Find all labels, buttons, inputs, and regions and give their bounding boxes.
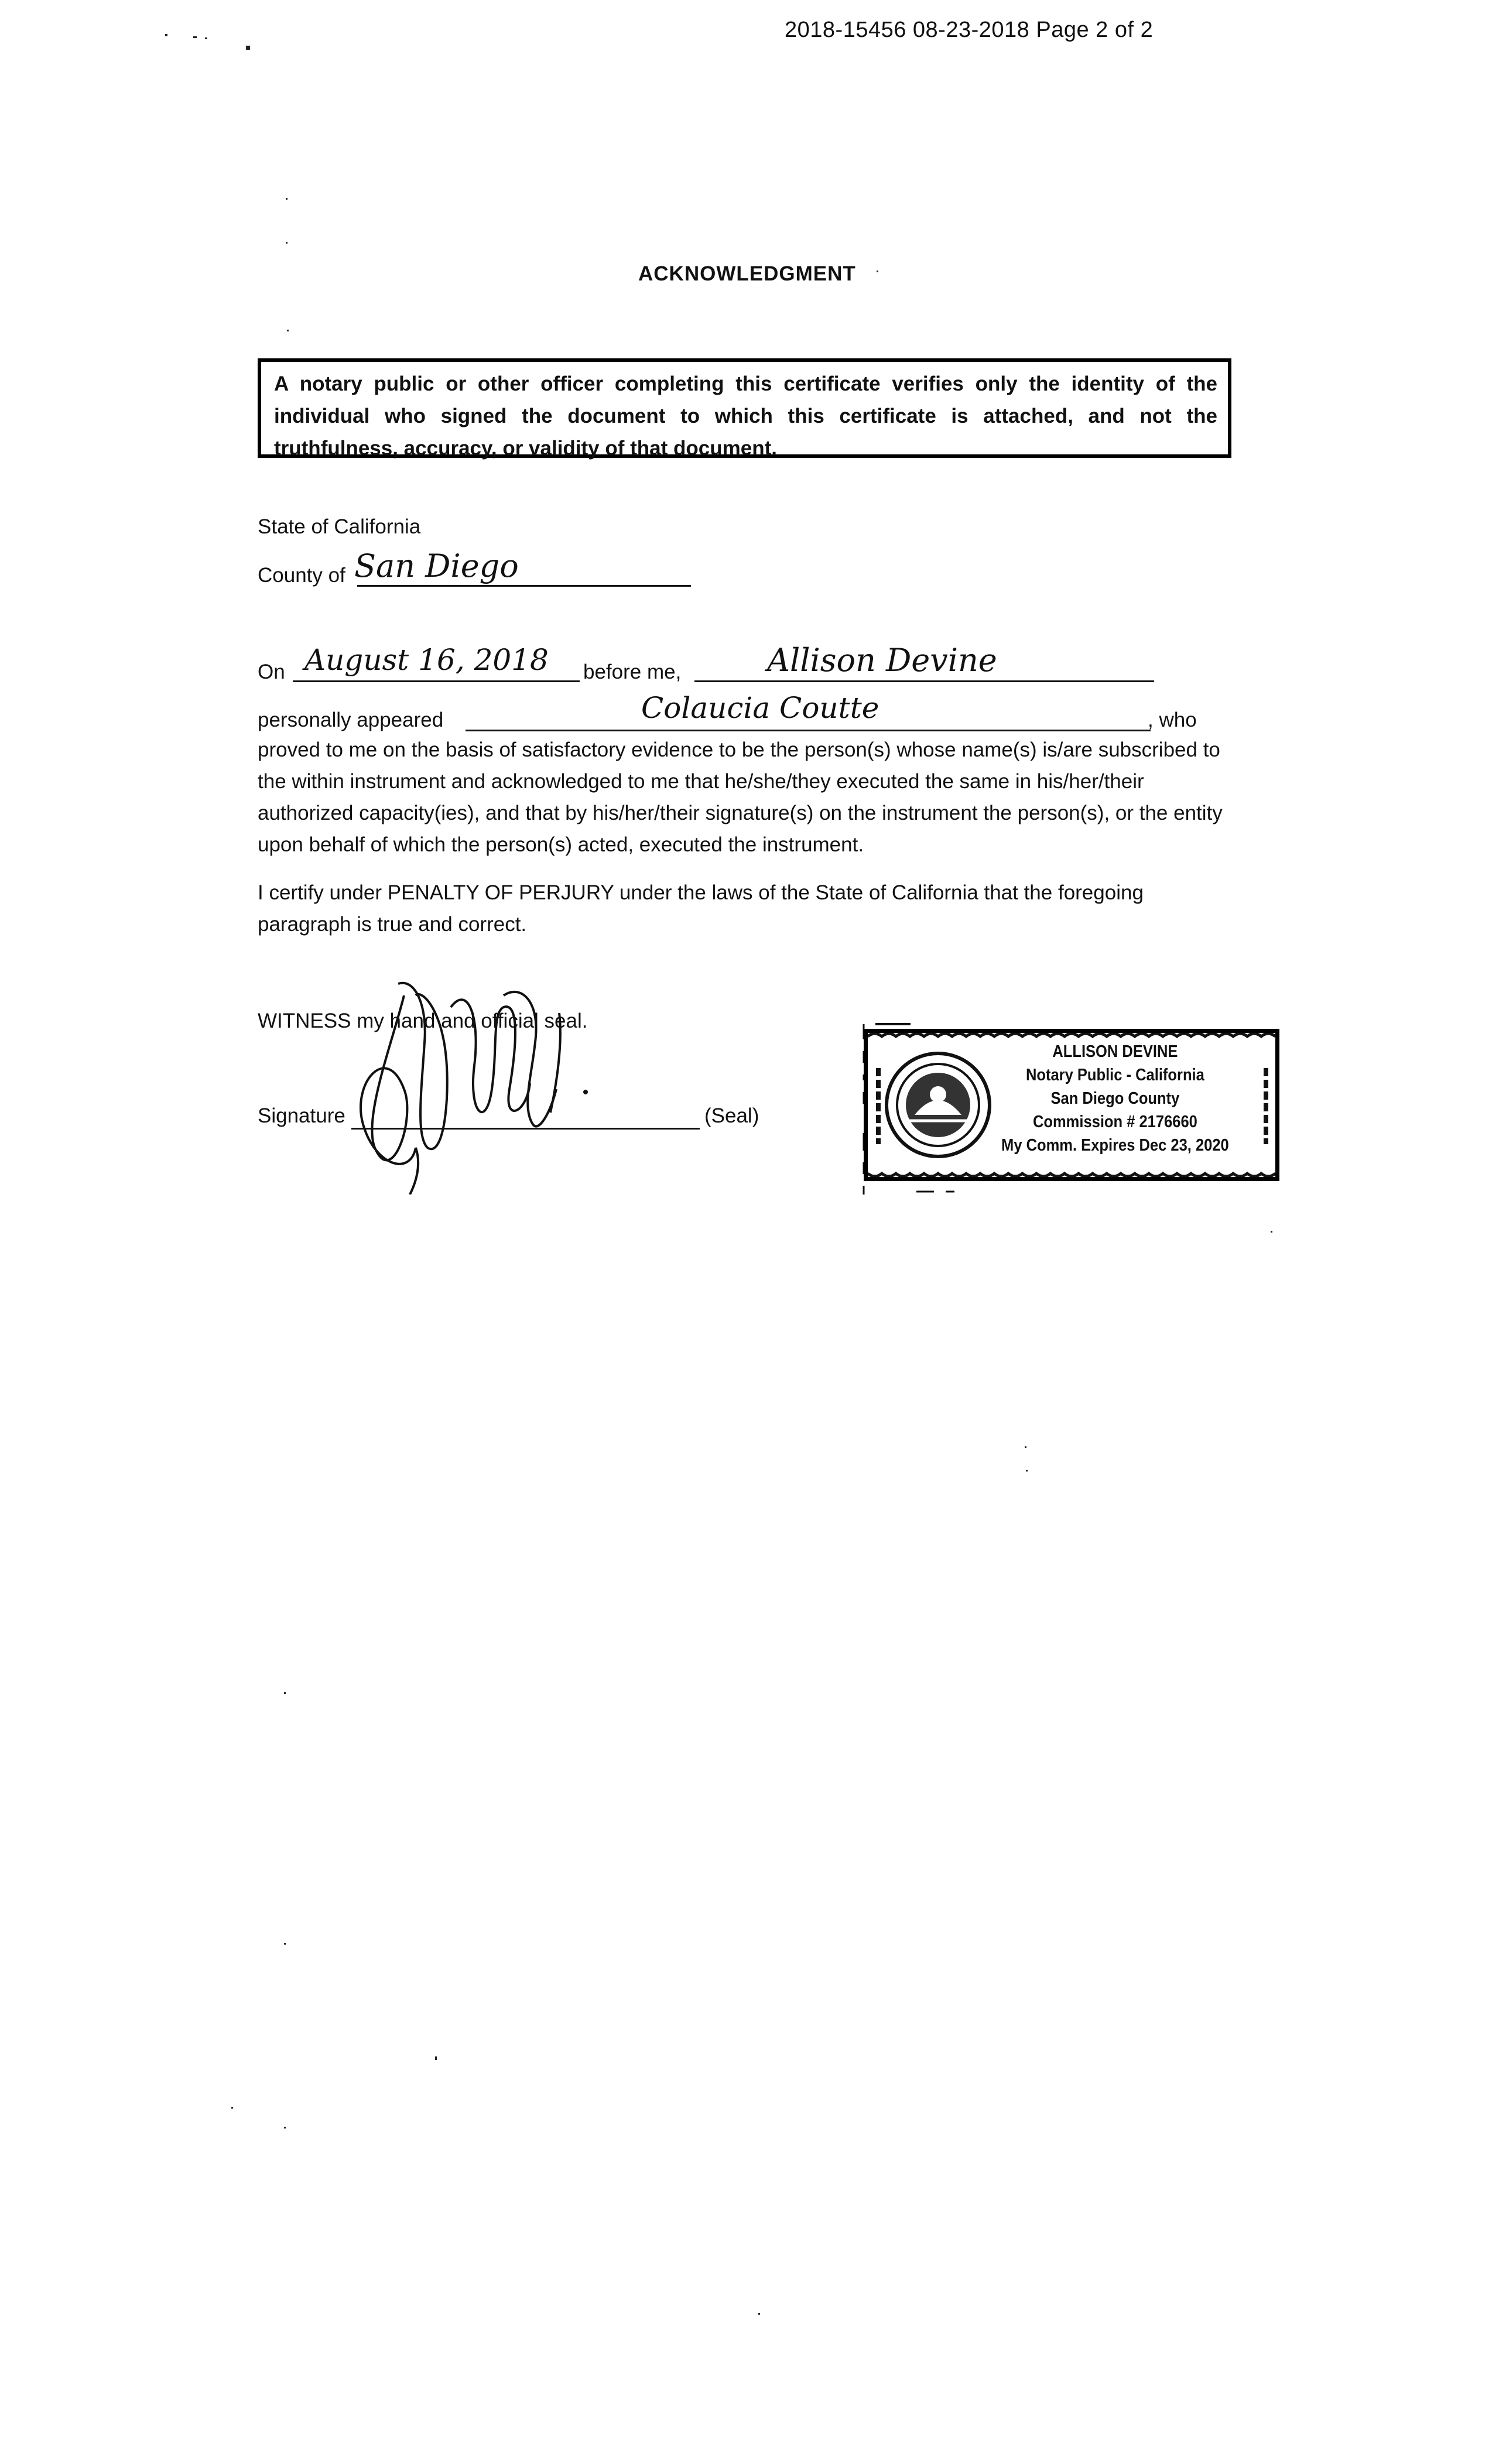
stamp-title: Notary Public - California <box>1025 1066 1204 1084</box>
scan-speck <box>877 271 878 272</box>
notary-stamp <box>864 1029 1279 1181</box>
notice-text: A notary public or other officer completing this certificate verifies only the identity of the individual who signed the document to which this certificate is attached, and not the truthfulness, accuracy, or validity of that document. <box>274 372 1217 460</box>
stamp-name: ALLISON DEVINE <box>1052 1042 1178 1061</box>
recording-header: 2018-15456 08-23-2018 Page 2 of 2 <box>785 18 1154 42</box>
notary-name-value: Allison Devine <box>767 642 997 679</box>
date-line <box>293 680 580 682</box>
before-me-label: before me, <box>583 661 682 683</box>
appeared-value: Colaucia Coutte <box>641 691 879 725</box>
county-line <box>357 585 691 587</box>
proof-paragraph: proved to me on the basis of satisfactory evidence to be the person(s) whose name(s) is/are subscribed to the within instrument and acknowledged to me that he/she/they executed the same in his/her/their authorized capacity(ies), and that by his/her/their signature(s) on the instrument the person(s), or the entity upon behalf of which the person(s) acted, executed the instrument. <box>258 738 1223 856</box>
appeared-line <box>466 730 1151 731</box>
date-value: August 16, 2018 <box>304 643 549 677</box>
scan-speck <box>758 2313 760 2315</box>
scan-speck <box>284 2127 286 2128</box>
stamp-county: San Diego County <box>1050 1089 1180 1108</box>
scan-speck <box>287 330 289 331</box>
scan-speck <box>205 37 207 39</box>
handwritten-signature <box>328 972 609 1195</box>
scan-speck <box>284 1692 286 1694</box>
scan-speck <box>286 242 288 244</box>
scan-speck <box>231 2107 233 2109</box>
certify-paragraph: I certify under PENALTY OF PERJURY under the laws of the State of California that the foregoing paragraph is true and correct. <box>258 881 1144 936</box>
signature-label: Signature <box>258 1104 345 1127</box>
county-label: County of <box>258 564 345 587</box>
county-value: San Diego <box>354 547 519 584</box>
scan-speck <box>286 198 288 200</box>
scan-speck <box>435 2056 437 2060</box>
notary-name-line <box>694 680 1154 682</box>
stamp-text-block <box>997 1040 1234 1157</box>
stamp-expires: My Comm. Expires Dec 23, 2020 <box>1001 1136 1229 1155</box>
who-label: , who <box>1148 709 1197 731</box>
stamp-commission: Commission # 2176660 <box>1032 1113 1197 1131</box>
scan-speck <box>165 34 167 36</box>
seal-label: (Seal) <box>704 1104 759 1127</box>
scan-speck <box>246 46 250 50</box>
notice-box <box>258 358 1231 458</box>
document-title: ACKNOWLEDGMENT <box>638 262 856 285</box>
on-label: On <box>258 661 285 683</box>
scan-speck <box>1025 1446 1026 1448</box>
witness-line: WITNESS my hand and official seal. <box>258 1009 588 1032</box>
scan-speck <box>1271 1231 1272 1233</box>
appeared-label: personally appeared <box>258 709 444 731</box>
scan-speck <box>1026 1470 1028 1471</box>
scan-speck <box>193 36 197 38</box>
state-label: State of California <box>258 515 421 538</box>
scan-speck <box>284 1943 286 1945</box>
